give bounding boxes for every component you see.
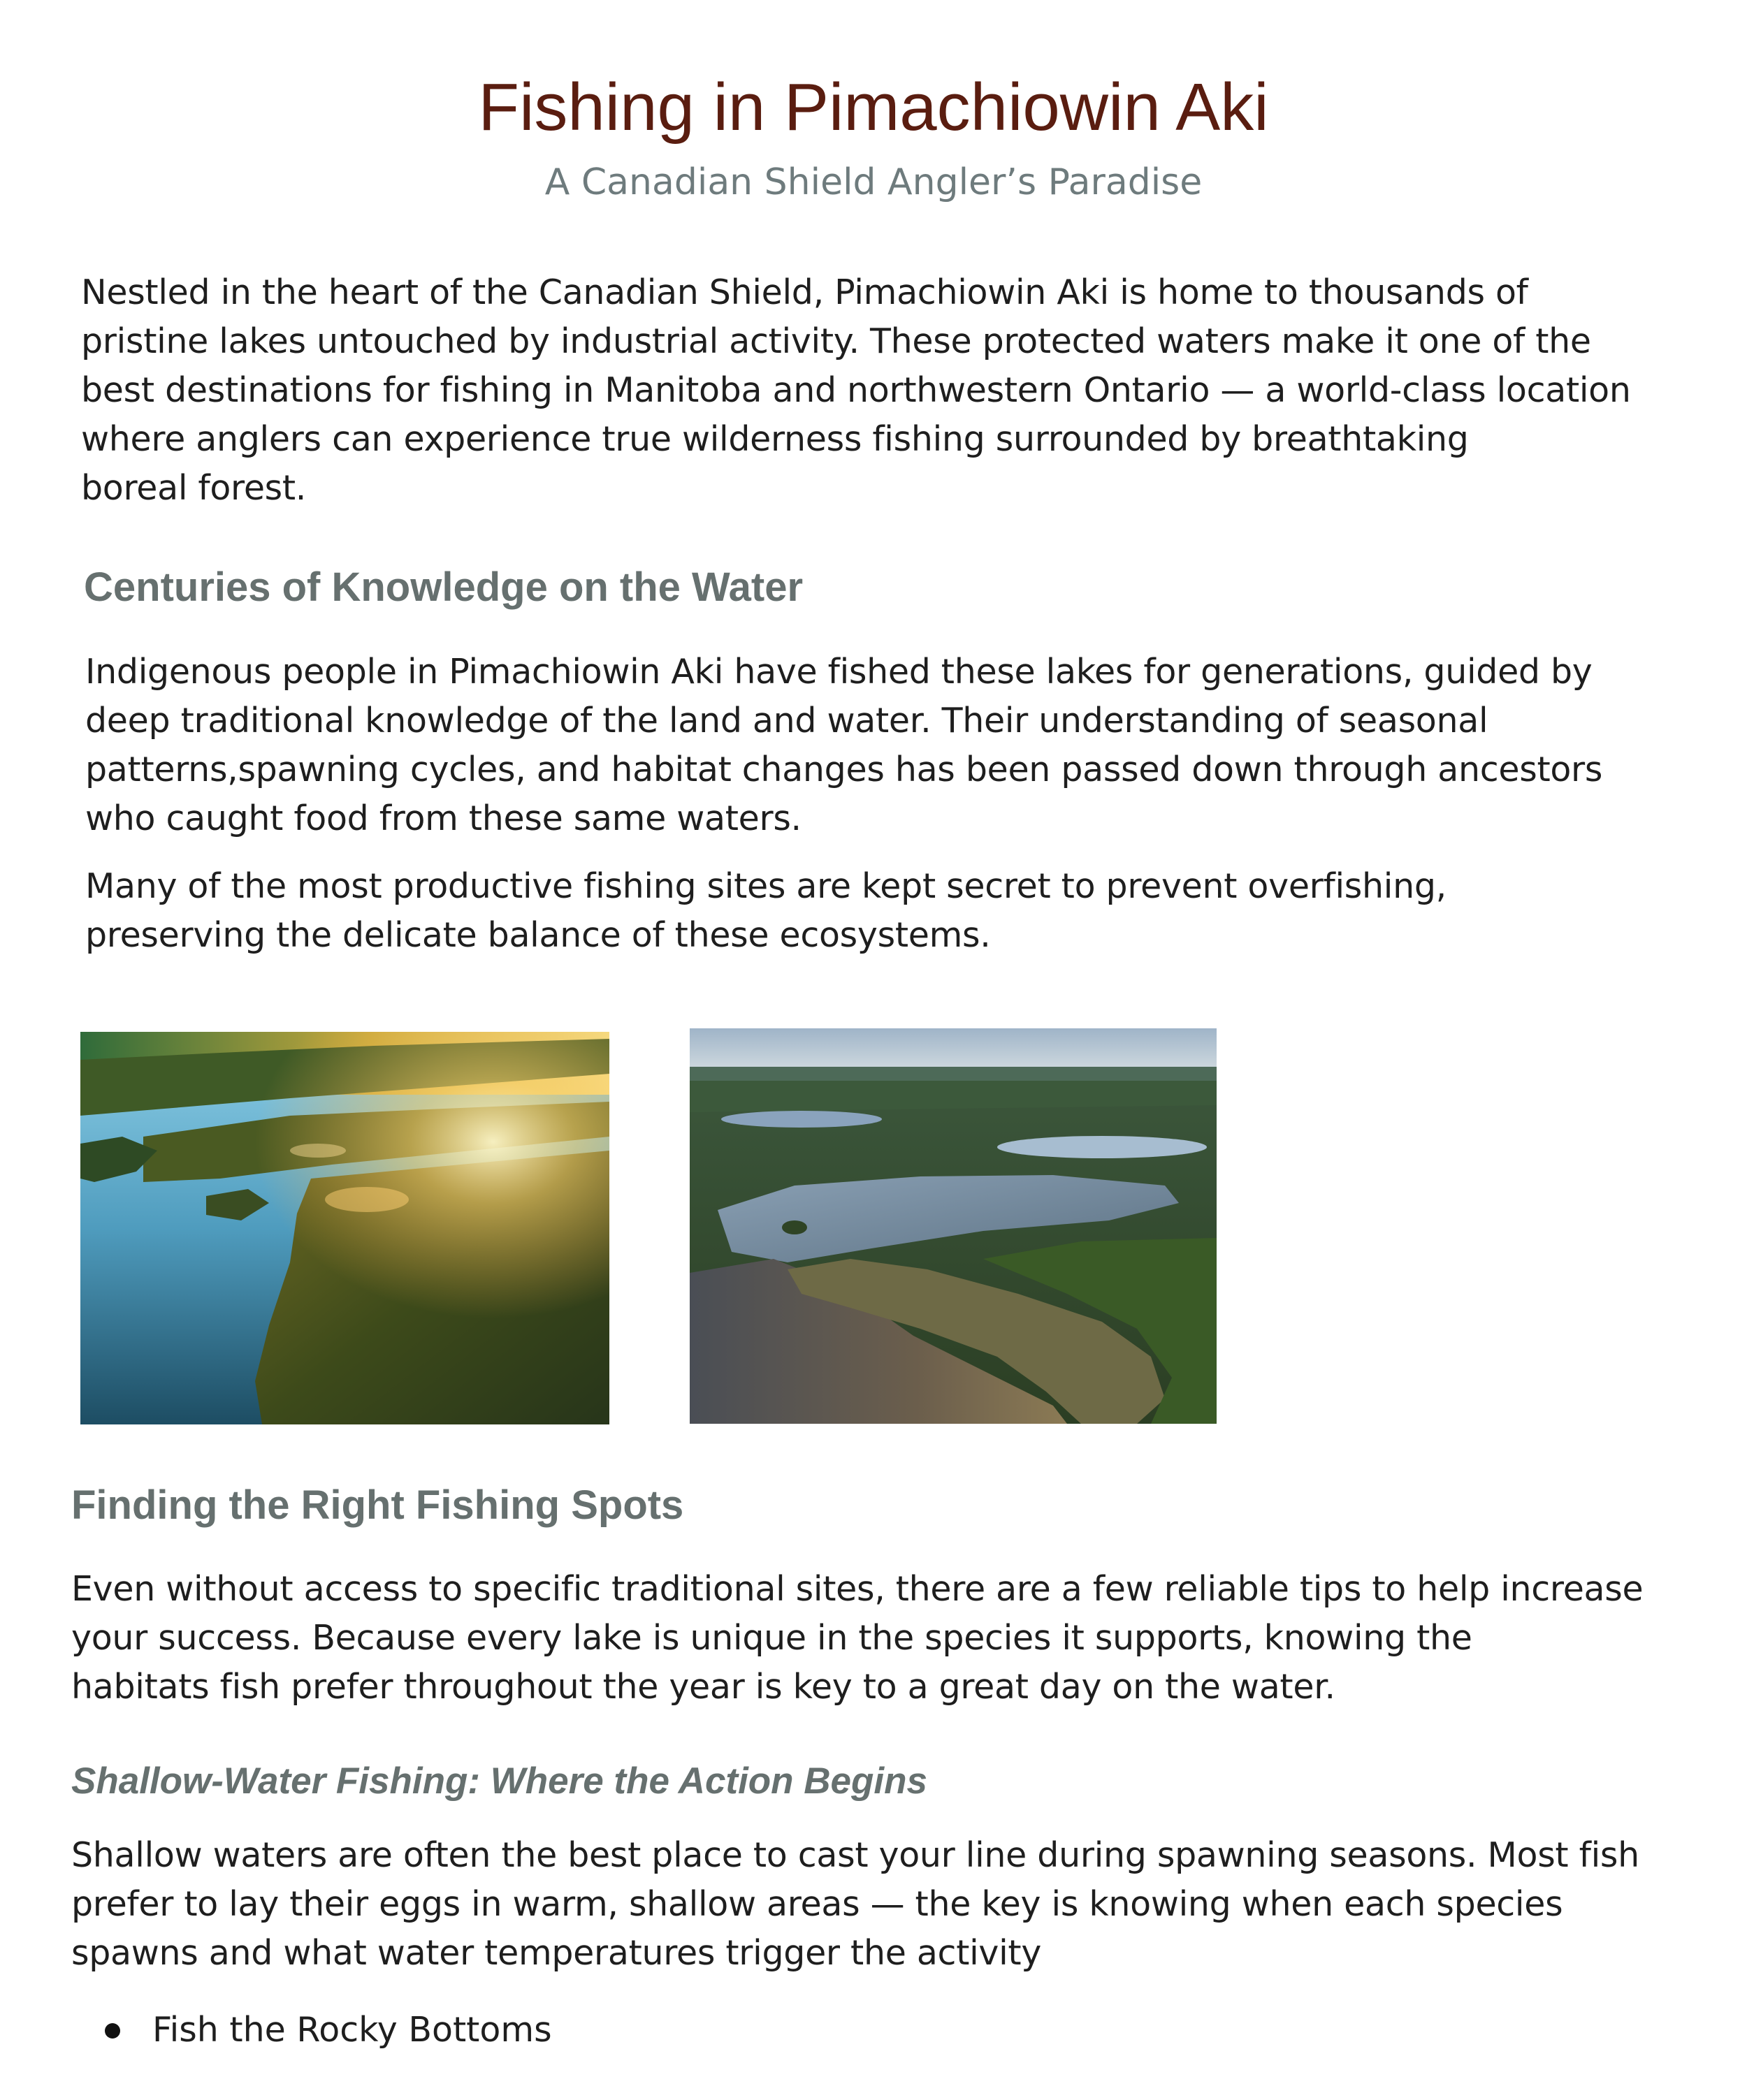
section-heading-knowledge: Centuries of Knowledge on the Water: [84, 564, 804, 610]
text-line: Nestled in the heart of the Canadian Shield, Pimachiowin Aki is home to thousands of: [81, 272, 1528, 312]
bullet-icon: [105, 2023, 120, 2039]
text-line: boreal forest.: [81, 468, 307, 508]
text-line: habitats fish prefer throughout the year is key to a great day on the water.: [71, 1667, 1335, 1707]
list-item: [70, 2006, 552, 2055]
text-line: deep traditional knowledge of the land and water. Their understanding of seasonal: [85, 701, 1488, 741]
text-line: Shallow waters are often the best place to cast your line during spawning seasons. Most fish: [71, 1835, 1639, 1875]
text-line: pristine lakes untouched by industrial activity. These protected waters make it one of the: [81, 321, 1591, 361]
boreal-lake-aerial-image: [690, 1028, 1217, 1424]
knowledge-paragraph-1: [85, 648, 1602, 843]
sunlit-lake-aerial-image: [80, 1032, 609, 1424]
shallow-paragraph: [71, 1831, 1639, 1978]
tips-list: [70, 2006, 552, 2055]
text-line: prefer to lay their eggs in warm, shallow areas — the key is knowing when each species: [71, 1884, 1563, 1924]
text-line: preserving the delicate balance of these ecosystems.: [85, 915, 991, 955]
sunlit-lake-aerial-photo: [80, 1032, 609, 1424]
text-line: patterns,spawning cycles, and habitat changes has been passed down through ancestors: [85, 750, 1603, 789]
text-line: spawns and what water temperatures trigger the activity: [71, 1933, 1042, 1973]
page-title: Fishing in Pimachiowin Aki: [478, 70, 1269, 145]
section-heading-spots: Finding the Right Fishing Spots: [71, 1482, 684, 1528]
page-subtitle: A Canadian Shield Angler’s Paradise: [544, 161, 1203, 203]
text-line: Even without access to specific traditional sites, there are a few reliable tips to help increase: [71, 1569, 1644, 1609]
subsection-heading-shallow: Shallow-Water Fishing: Where the Action Begins: [71, 1760, 927, 1802]
text-line: Many of the most productive fishing sites are kept secret to prevent overfishing,: [85, 866, 1447, 906]
text-line: Indigenous people in Pimachiowin Aki have fished these lakes for generations, guided by: [85, 652, 1593, 692]
text-line: best destinations for fishing in Manitoba and northwestern Ontario — a world-class location: [81, 370, 1631, 410]
boreal-lake-aerial-photo: [690, 1028, 1217, 1424]
text-line: who caught food from these same waters.: [85, 799, 802, 838]
knowledge-paragraph-2: [85, 862, 1447, 960]
spots-paragraph: [71, 1565, 1643, 1712]
text-line: where anglers can experience true wilderness fishing surrounded by breathtaking: [81, 419, 1469, 459]
list-item-text: Fish the Rocky Bottoms: [152, 2010, 552, 2050]
intro-paragraph: [81, 268, 1631, 513]
text-line: your success. Because every lake is unique in the species it supports, knowing the: [71, 1618, 1472, 1658]
